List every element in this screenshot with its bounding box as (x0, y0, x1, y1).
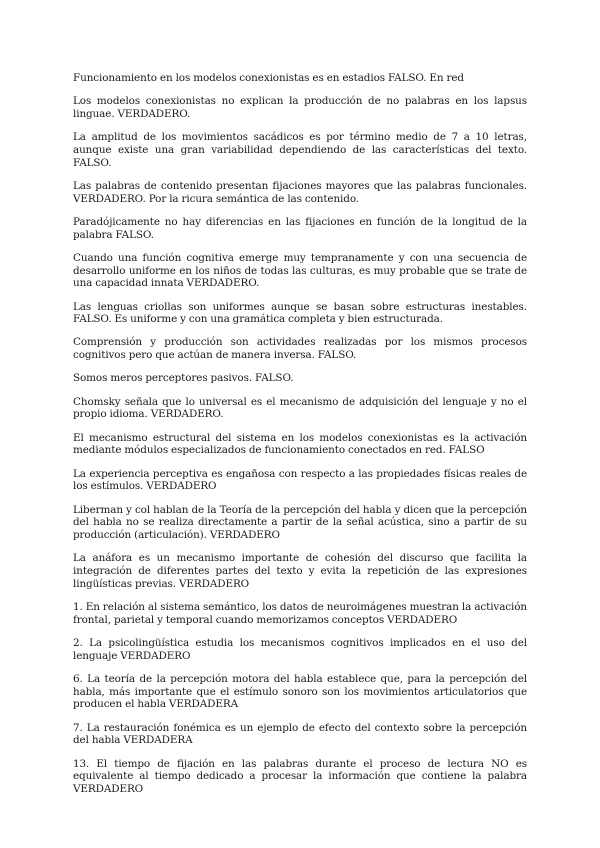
paragraph: La amplitud de los movimientos sacádicos es por término medio de 7 a 10 letras, aunque existe una gran variabilidad dependiendo de las características del texto. FALSO. (73, 131, 527, 169)
paragraph: Chomsky señala que lo universal es el mecanismo de adquisición del lenguaje y no el propio idioma. VERDADERO. (73, 395, 527, 421)
paragraph: La anáfora es un mecanismo importante de cohesión del discurso que facilita la integración de diferentes partes del texto y evita la repetición de las expresiones lingüísticas previas. VERDADERO (73, 552, 527, 590)
paragraph: La experiencia perceptiva es engañosa con respecto a las propiedades físicas reales de los estímulos. VERDADERO (73, 467, 527, 493)
paragraph: 6. La teoría de la percepción motora del habla establece que, para la percepción del habla, más importante que el estímulo sonoro son los movimientos articulatorios que producen el habla VERDADERA (73, 672, 527, 711)
paragraph: 2. La psicolingüística estudia los mecanismos cognitivos implicados en el uso del lenguaje VERDADERO (73, 636, 527, 662)
paragraph: Liberman y col hablan de la Teoría de la percepción del habla y dicen que la percepción del habla no se realiza directamente a partir de la señal acústica, sino a partir de su producción (articulación). VERDADERO (73, 503, 527, 541)
paragraph: 13. El tiempo de fijación en las palabras durante el proceso de lectura NO es equivalente al tiempo dedicado a procesar la información que contiene la palabra VERDADERO (73, 757, 527, 795)
paragraph: Los modelos conexionistas no explican la producción de no palabras en los lapsus linguae. VERDADERO. (73, 95, 527, 120)
paragraph: 7. La restauración fonémica es un ejemplo de efecto del contexto sobre la percepción del habla VERDADERA (73, 721, 527, 747)
paragraph: Cuando una función cognitiva emerge muy tempranamente y con una secuencia de desarrollo uniforme en los niños de todas las culturas, es muy probable que se trate de una capacidad innata VERDADERO. (73, 251, 527, 290)
paragraph: Las lenguas criollas son uniformes aunque se basan sobre estructuras inestables. FALSO. Es uniforme y con una gramática completa y bien estructurada. (73, 300, 527, 326)
document-body (73, 72, 527, 806)
paragraph: Las palabras de contenido presentan fijaciones mayores que las palabras funcionales. VERDADERO. Por la ricura semántica de las contenido. (73, 179, 527, 205)
paragraph: Funcionamiento en los modelos conexionistas es en estadios FALSO. En red (73, 72, 464, 84)
paragraph: 1. En relación al sistema semántico, los datos de neuroimágenes muestran la activación frontal, parietal y temporal cuando memorizamos conceptos VERDADERO (73, 600, 527, 626)
paragraph: Comprensión y producción son actividades realizadas por los mismos procesos cognitivos pero que actúan de manera inversa. FALSO. (73, 336, 527, 362)
paragraph: Somos meros perceptores pasivos. FALSO. (73, 372, 294, 385)
paragraph: El mecanismo estructural del sistema en los modelos conexionistas es la activación mediante módulos especializados de funcionamiento conectados en red. FALSO (73, 431, 527, 457)
paragraph: Paradójicamente no hay diferencias en las fijaciones en función de la longitud de la palabra FALSO. (73, 215, 527, 241)
